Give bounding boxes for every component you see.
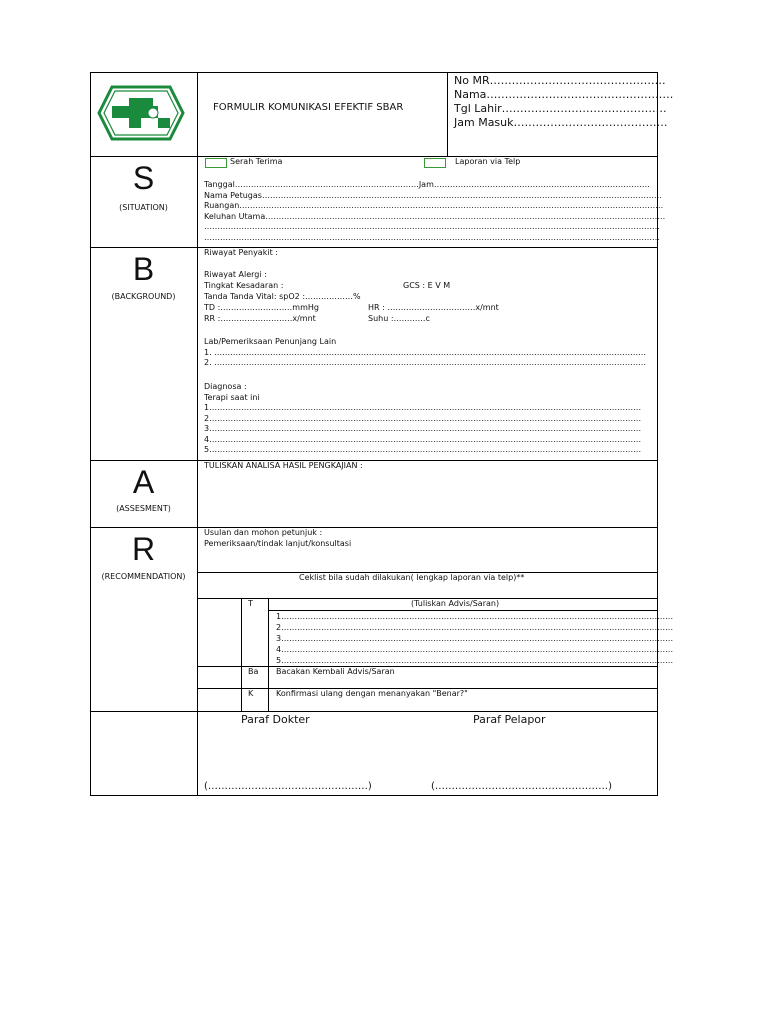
serah-terima-label: Serah Terima bbox=[230, 157, 283, 166]
assessment-instruction: TULISKAN ANALISA HASIL PENGKAJIAN : bbox=[204, 461, 363, 470]
terapi-label: Terapi saat ini bbox=[204, 392, 260, 402]
advis-field-2[interactable]: 2………………………………………………………………………………………………………………………………… bbox=[276, 623, 674, 632]
paraf-dokter-label: Paraf Dokter bbox=[241, 713, 310, 726]
terapi-field-3[interactable]: 3……………………………………………………………………………………………………………………………………………… bbox=[204, 424, 642, 433]
terapi-field-4[interactable]: 4……………………………………………………………………………………………………………………………………………… bbox=[204, 434, 642, 444]
situation-fields bbox=[204, 180, 666, 243]
laporan-telp-checkbox[interactable] bbox=[424, 158, 446, 168]
tanggal-field[interactable]: Tanggal……………………………………………………………Jam……………………………………………………………………… bbox=[204, 180, 650, 189]
terapi-field-2[interactable]: 2……………………………………………………………………………………………………………………………………………… bbox=[204, 413, 642, 423]
serah-terima-checkbox[interactable] bbox=[205, 158, 227, 168]
pemeriksaan-label: Pemeriksaan/tindak lanjut/konsultasi bbox=[204, 539, 352, 548]
dokter-signature-line[interactable]: (…………………………………………) bbox=[204, 781, 372, 792]
advis-field-1[interactable]: 1………………………………………………………………………………………………………………………………… bbox=[276, 612, 674, 621]
ba-code: Ba bbox=[248, 667, 259, 676]
checklist-label: Ceklist bila sudah dilakukan( lengkap laporan via telp)** bbox=[299, 573, 525, 582]
background-letter: B bbox=[132, 251, 155, 287]
lab-field-1[interactable]: 1. ……………………………………………………………………………………………………………………………………………… bbox=[204, 347, 647, 357]
terapi-field-1[interactable]: 1……………………………………………………………………………………………………………………………………………… bbox=[204, 403, 642, 412]
usulan-label: Usulan dan mohon petunjuk : bbox=[204, 528, 323, 537]
td-field[interactable]: TD :………………………mmHg bbox=[204, 303, 319, 312]
situation-bottom-line bbox=[90, 247, 658, 248]
laporan-telp-label: Laporan via Telp bbox=[455, 157, 521, 166]
patient-field-mr: No MR………………………………………… bbox=[454, 74, 666, 87]
ruangan-field[interactable]: Ruangan…………………………………………………………………………………………………………………………………………… bbox=[204, 201, 664, 210]
situation-letter: S bbox=[132, 160, 155, 196]
assessment-letter: A bbox=[132, 464, 155, 500]
diagnosa-section bbox=[204, 382, 642, 456]
hr-field[interactable]: HR : ……………………………x/mnt bbox=[368, 303, 499, 312]
k-text: Konfirmasi ulang dengan menanyakan "Benar?" bbox=[276, 689, 468, 698]
recommendation-letter: R bbox=[131, 531, 156, 567]
vital-signs-field[interactable]: Tanda Tanda Vital: spO2 :………………% bbox=[204, 292, 361, 301]
advis-list bbox=[276, 611, 674, 666]
code-col-right bbox=[268, 598, 269, 711]
lab-field-2[interactable]: 2. ……………………………………………………………………………………………………………………………………………… bbox=[204, 358, 647, 367]
assessment-bottom-line bbox=[90, 527, 658, 528]
advis-field-4[interactable]: 4………………………………………………………………………………………………………………………………… bbox=[276, 645, 674, 654]
diagnosa-label: Diagnosa : bbox=[204, 382, 247, 391]
patient-field-jam-masuk: Jam Masuk…………………………………… bbox=[454, 116, 668, 129]
gcs-label: GCS : E V M bbox=[403, 281, 451, 290]
situation-dots-2[interactable]: ……………………………………………………………………………………………………………………………………………………… bbox=[204, 232, 660, 242]
situation-label: (SITUATION) bbox=[119, 203, 168, 212]
tingkat-kesadaran-label: Tingkat Kesadaran : bbox=[204, 281, 284, 290]
code-col-left bbox=[241, 598, 242, 711]
ba-text: Bacakan Kembali Advis/Saran bbox=[276, 667, 395, 676]
riwayat-penyakit-label: Riwayat Penyakit : bbox=[204, 248, 278, 257]
patient-field-nama: Nama…………………………………………… bbox=[454, 88, 674, 101]
recommendation-label: (RECOMMENDATION) bbox=[101, 572, 186, 581]
suhu-field[interactable]: Suhu :…………c bbox=[368, 314, 430, 323]
header-bottom-line bbox=[90, 156, 658, 157]
rr-field[interactable]: RR :………………………x/mnt bbox=[204, 314, 316, 323]
hospital-logo bbox=[98, 86, 184, 140]
background-label: (BACKGROUND) bbox=[111, 292, 176, 301]
situation-dots-1[interactable]: ……………………………………………………………………………………………………………………………………………………… bbox=[204, 222, 660, 231]
lab-label: Lab/Pemeriksaan Penunjang Lain bbox=[204, 337, 337, 346]
keluhan-utama-field[interactable]: Keluhan Utama…………………………………………………………………………………………………………………………………… bbox=[204, 211, 666, 221]
pelapor-signature-line[interactable]: (…………………………………………….) bbox=[431, 781, 612, 792]
advis-field-5[interactable]: 5………………………………………………………………………………………………………………………………… bbox=[276, 656, 674, 665]
terapi-field-5[interactable]: 5……………………………………………………………………………………………………………………………………………… bbox=[204, 445, 642, 454]
t-bottom-line bbox=[197, 666, 658, 667]
lab-section bbox=[204, 337, 647, 369]
riwayat-alergi-label: Riwayat Alergi : bbox=[204, 270, 267, 279]
t-header: (Tuliskan Advis/Saran) bbox=[411, 599, 500, 608]
nama-petugas-field[interactable]: Nama Petugas…………………………………………………………………………………………………………………………………… bbox=[204, 190, 662, 200]
background-bottom-line bbox=[90, 460, 658, 461]
assessment-label: (ASSESMENT) bbox=[116, 504, 171, 513]
k-code: K bbox=[248, 689, 254, 698]
advis-field-3[interactable]: 3………………………………………………………………………………………………………………………………… bbox=[276, 634, 674, 643]
t-code: T bbox=[248, 599, 253, 608]
form-title: FORMULIR KOMUNIKASI EFEKTIF SBAR bbox=[213, 102, 404, 113]
header-divider bbox=[447, 72, 448, 156]
k-bottom-line bbox=[90, 711, 658, 712]
paraf-pelapor-label: Paraf Pelapor bbox=[473, 713, 546, 726]
patient-field-tgl-lahir: Tgl Lahir……………………………………… bbox=[454, 102, 667, 115]
